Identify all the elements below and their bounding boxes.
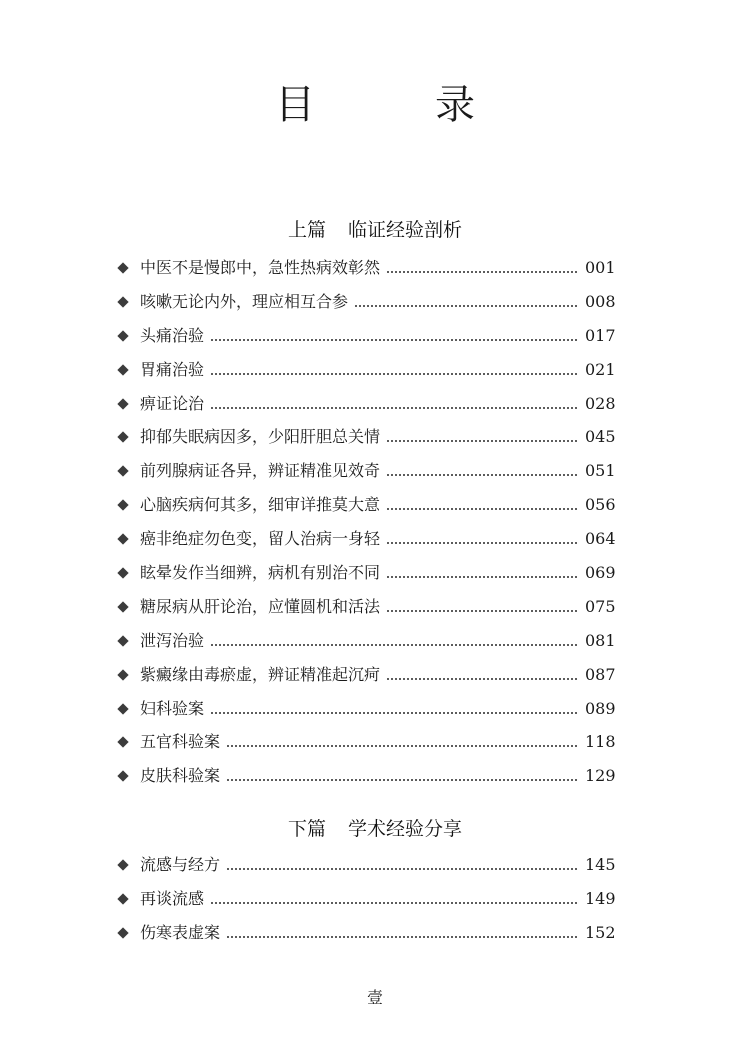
- diamond-bullet-icon: [117, 635, 129, 647]
- dot-leader: [210, 407, 579, 409]
- diamond-bullet-icon: [117, 533, 129, 545]
- toc-entry-title: 五官科验案: [140, 732, 221, 752]
- toc-entry-page-number: 118: [585, 732, 616, 752]
- diamond-bullet-icon: [117, 296, 129, 308]
- section-heading-upper: [0, 218, 750, 242]
- toc-entry[interactable]: [117, 319, 615, 353]
- toc-entry-page-number: 017: [585, 325, 616, 345]
- toc-entry-title: 流感与经方: [140, 854, 221, 874]
- toc-entry-page-number: 064: [585, 529, 616, 549]
- toc-entry-page-number: 149: [585, 888, 616, 908]
- toc-entry[interactable]: [117, 692, 615, 726]
- dot-leader: [354, 305, 579, 307]
- dot-leader: [226, 745, 579, 747]
- section-heading-lower: [0, 817, 750, 841]
- toc-entry-title: 眩晕发作当细辨，病机有别治不同: [140, 562, 381, 582]
- toc-entry-title: 皮肤科验案: [140, 766, 221, 786]
- page-title: 目 录: [275, 82, 515, 128]
- toc-list-lower: [117, 848, 615, 950]
- toc-entry-title: 妇科验案: [140, 698, 205, 718]
- dot-leader: [386, 440, 579, 442]
- toc-entry[interactable]: [117, 848, 615, 882]
- toc-entry-page-number: 001: [585, 257, 616, 277]
- dot-leader: [386, 576, 579, 578]
- toc-entry[interactable]: [117, 624, 615, 658]
- dot-leader: [210, 712, 579, 714]
- diamond-bullet-icon: [117, 859, 129, 871]
- diamond-bullet-icon: [117, 499, 129, 511]
- section-name: 临证经验剖析: [348, 219, 463, 241]
- dot-leader: [210, 644, 579, 646]
- diamond-bullet-icon: [117, 398, 129, 410]
- dot-leader: [210, 373, 579, 375]
- dot-leader: [386, 542, 579, 544]
- toc-entry-page-number: 087: [585, 664, 616, 684]
- toc-entry-title: 咳嗽无论内外，理应相互合参: [140, 291, 349, 311]
- dot-leader: [386, 508, 579, 510]
- diamond-bullet-icon: [117, 431, 129, 443]
- toc-entry-title: 胃痛治验: [140, 359, 205, 379]
- diamond-bullet-icon: [117, 601, 129, 613]
- diamond-bullet-icon: [117, 669, 129, 681]
- toc-entry[interactable]: [117, 916, 615, 950]
- toc-entry[interactable]: [117, 353, 615, 387]
- dot-leader: [226, 779, 579, 781]
- diamond-bullet-icon: [117, 736, 129, 748]
- section-part-label: 下篇: [287, 818, 326, 840]
- toc-entry[interactable]: [117, 251, 615, 285]
- toc-entry-page-number: 045: [585, 427, 616, 447]
- section-part-label: 上篇: [287, 219, 326, 241]
- toc-entry-page-number: 056: [585, 495, 616, 515]
- toc-list-upper: [117, 251, 615, 793]
- diamond-bullet-icon: [117, 703, 129, 715]
- dot-leader: [386, 678, 579, 680]
- diamond-bullet-icon: [117, 893, 129, 905]
- toc-entry-title: 抑郁失眠病因多，少阳肝胆总关情: [140, 427, 381, 447]
- toc-entry-title: 前列腺病证各异，辨证精准见效奇: [140, 461, 381, 481]
- toc-entry-page-number: 145: [585, 854, 616, 874]
- diamond-bullet-icon: [117, 465, 129, 477]
- diamond-bullet-icon: [117, 364, 129, 376]
- dot-leader: [226, 868, 579, 870]
- toc-entry-page-number: 051: [585, 461, 616, 481]
- toc-entry[interactable]: [117, 420, 615, 454]
- toc-entry-title: 心脑疾病何其多，细审详推莫大意: [140, 495, 381, 515]
- toc-entry[interactable]: [117, 285, 615, 319]
- toc-entry-title: 糖尿病从肝论治，应懂圆机和活法: [140, 596, 381, 616]
- dot-leader: [210, 902, 579, 904]
- toc-entry-title: 紫癜缘由毒瘀虚，辨证精准起沉疴: [140, 664, 381, 684]
- toc-entry-title: 痹证论治: [140, 393, 205, 413]
- toc-entry-title: 泄泻治验: [140, 630, 205, 650]
- toc-entry[interactable]: [117, 590, 615, 624]
- diamond-bullet-icon: [117, 262, 129, 274]
- toc-entry-page-number: 028: [585, 393, 616, 413]
- dot-leader: [210, 339, 579, 341]
- toc-entry-page-number: 129: [585, 766, 616, 786]
- dot-leader: [386, 271, 579, 273]
- toc-entry-page-number: 021: [585, 359, 616, 379]
- toc-entry-page-number: 081: [585, 630, 616, 650]
- toc-entry[interactable]: [117, 725, 615, 759]
- toc-entry-title: 中医不是慢郎中，急性热病效彰然: [140, 257, 381, 277]
- toc-entry[interactable]: [117, 454, 615, 488]
- toc-entry-title: 再谈流感: [140, 888, 205, 908]
- toc-entry-title: 伤寒表虚案: [140, 922, 221, 942]
- dot-leader: [386, 610, 579, 612]
- toc-entry-page-number: 069: [585, 562, 616, 582]
- toc-entry-page-number: 152: [585, 922, 616, 942]
- toc-entry[interactable]: [117, 658, 615, 692]
- diamond-bullet-icon: [117, 330, 129, 342]
- toc-entry[interactable]: [117, 488, 615, 522]
- toc-entry[interactable]: [117, 556, 615, 590]
- toc-entry-title: 癌非绝症勿色变，留人治病一身轻: [140, 529, 381, 549]
- toc-entry-page-number: 075: [585, 596, 616, 616]
- toc-entry[interactable]: [117, 759, 615, 793]
- toc-entry-title: 头痛治验: [140, 325, 205, 345]
- toc-entry-page-number: 008: [585, 291, 616, 311]
- diamond-bullet-icon: [117, 927, 129, 939]
- toc-entry-page-number: 089: [585, 698, 616, 718]
- diamond-bullet-icon: [117, 770, 129, 782]
- section-name: 学术经验分享: [348, 818, 463, 840]
- toc-entry[interactable]: [117, 522, 615, 556]
- toc-entry[interactable]: [117, 387, 615, 421]
- dot-leader: [226, 936, 579, 938]
- page-folio: 壹: [366, 988, 383, 1007]
- toc-entry[interactable]: [117, 882, 615, 916]
- diamond-bullet-icon: [117, 567, 129, 579]
- dot-leader: [386, 474, 579, 476]
